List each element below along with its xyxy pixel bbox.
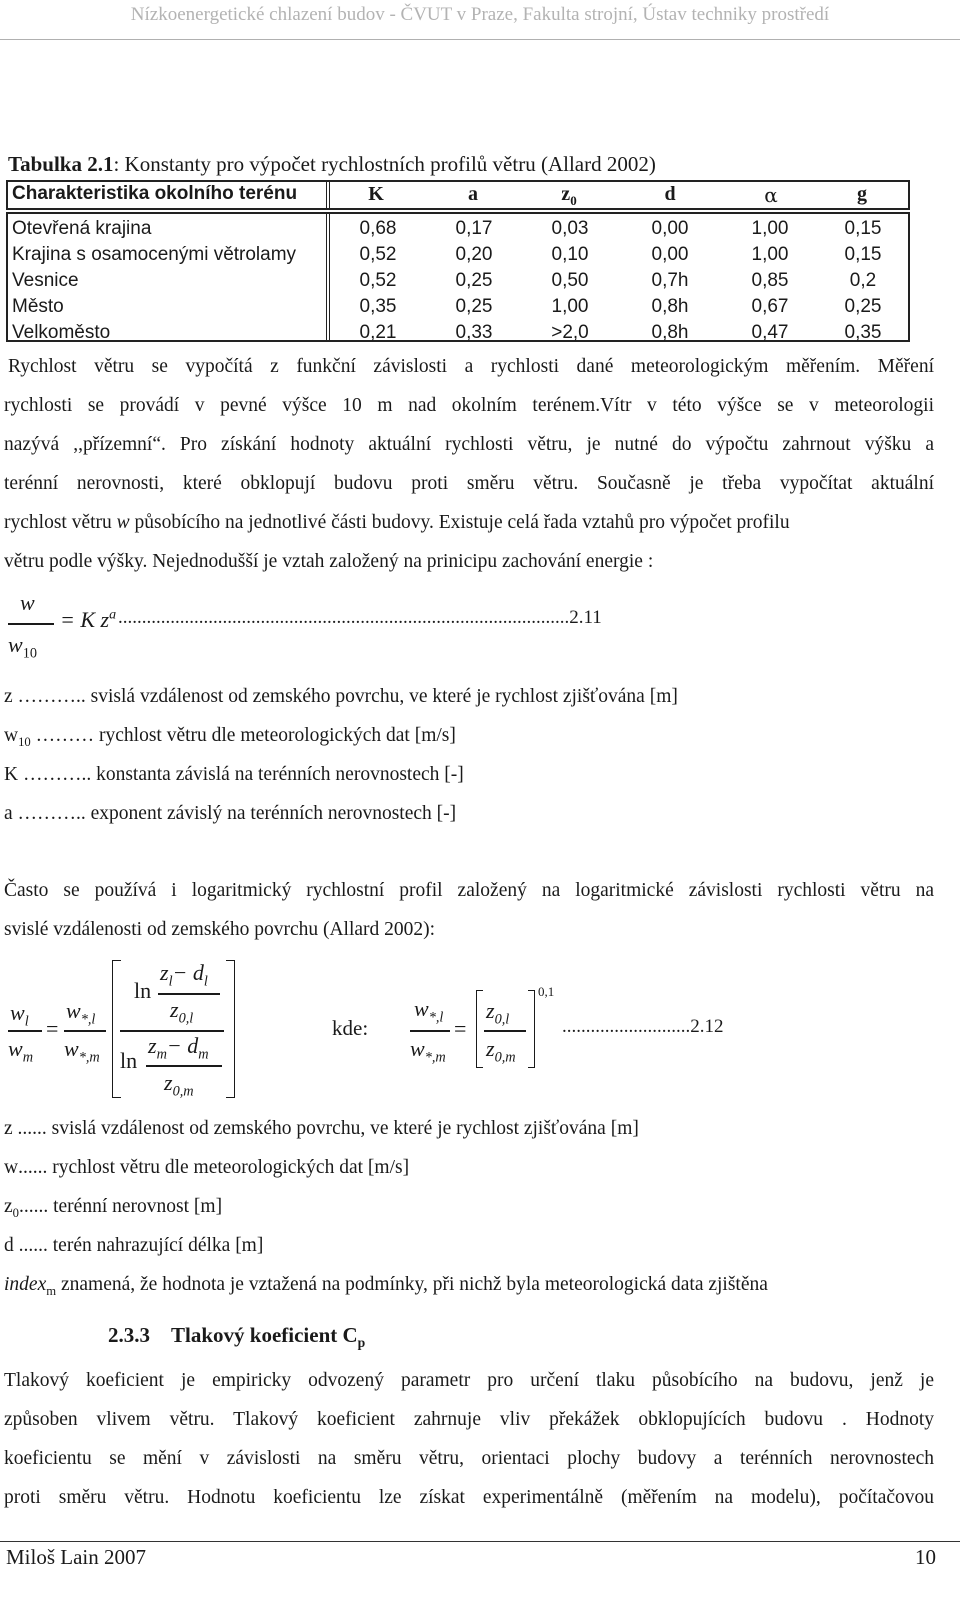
- para1-line: větru podle výšky. Nejednodušší je vztah založený na prinicipu zachování energie :: [4, 551, 654, 572]
- eq2-ln-bottom: ln: [120, 1048, 138, 1073]
- header-z0: $z_0$: [561, 183, 577, 208]
- table-row: [8, 244, 912, 270]
- row-name: Velkoměsto: [12, 322, 111, 343]
- cell-a: 0,20: [455, 244, 493, 265]
- eq2-equals: =: [46, 1016, 59, 1041]
- eq2-fraction-bar: [484, 1030, 526, 1032]
- cell-k: 0,52: [359, 244, 397, 265]
- table-row: [8, 296, 912, 322]
- constants-table: [6, 180, 910, 344]
- para1-line: rychlosti se provádí v pevné výšce 10 m nad okolním terénem.Vítr v této výšce se v meteorologii: [4, 395, 934, 416]
- eq2-fraction-bar: [146, 1065, 222, 1067]
- eq1-numerator: w: [20, 590, 35, 615]
- cell-z0: 0,50: [551, 270, 589, 291]
- table-row: [8, 322, 912, 348]
- eq2-number: ...........................2.12: [562, 1016, 724, 1037]
- page-number: 10: [915, 1545, 936, 1569]
- column-divider: [326, 182, 330, 210]
- eq1-fraction-bar: [8, 623, 54, 625]
- cell-z0: 0,03: [551, 218, 589, 239]
- eq2-main-fraction-bar: [120, 1030, 224, 1032]
- eq1-rhs: = K $z^a$: [60, 607, 117, 632]
- definition-line: d ...... terén nahrazující délka [m]: [4, 1235, 264, 1256]
- para3-line: Tlakový koeficient je empiricky odvozený parametr pro určení tlaku působícího na budovu, jenž je: [4, 1370, 934, 1391]
- table-caption: [8, 152, 656, 177]
- caption-text: : Konstanty pro výpočet rychlostních profilů větru (Allard 2002): [113, 152, 656, 176]
- caption-label: Tabulka 2.1: [8, 152, 114, 176]
- row-name: Otevřená krajina: [12, 218, 152, 239]
- para1-line: Rychlost větru se vypočítá z funkční závislosti a rychlosti dané meteorologickým měřením. Měření: [8, 356, 934, 377]
- eq2-lhs-den: $w_m$: [8, 1036, 34, 1066]
- definition-line: $w_{10}$ ……… rychlost větru dle meteorologických dat [m/s]: [4, 725, 456, 749]
- para1-line: terénní nerovnosti, které obklopují budovu proti směru větru. Současně je třeba vypočítat aktuální: [4, 473, 934, 494]
- cell-k: 0,68: [359, 218, 397, 239]
- eq2-top-num: $z_l- d_l$: [160, 960, 208, 990]
- header-d: d: [664, 183, 676, 205]
- eq2-fraction-bar: [8, 1030, 42, 1032]
- para1-line: rychlost větru w působícího na jednotlivé části budovy. Existuje celá řada vztahů pro výpočet profilu: [4, 512, 790, 533]
- eq2-bot-num: $z_m- d_m$: [148, 1033, 209, 1063]
- cell-alpha: 1,00: [751, 244, 789, 265]
- eq2-small-right-bracket: [528, 990, 535, 1068]
- eq2-kde-label: kde:: [332, 1016, 369, 1040]
- eq2-top-den: $z_{0,l}$: [170, 997, 194, 1027]
- cell-d: 0,8h: [651, 322, 689, 343]
- page-header: Nízkoenergetické chlazení budov - ČVUT v Praze, Fakulta strojní, Ústav techniky prostředí: [130, 4, 830, 25]
- eq2-mid-num: $w_{*,l}$: [66, 998, 96, 1028]
- index-note: index$_m$ znamená, že hodnota je vztažená na podmínky, při nichž byla meteorologická data zjištěna: [4, 1274, 768, 1298]
- cell-d: 0,00: [651, 218, 689, 239]
- table-row: [8, 270, 912, 296]
- eq2-left-bracket: [112, 960, 121, 1098]
- cell-alpha: 0,47: [751, 322, 789, 343]
- eq2-bot-den: $z_{0,m}$: [164, 1070, 194, 1100]
- cell-alpha: 0,85: [751, 270, 789, 291]
- cell-k: 0,35: [359, 296, 397, 317]
- eq2-right-bracket: [226, 960, 235, 1098]
- para3-line: proti směru větru. Hodnotu koeficientu lze získat experimentálně (měřením na modelu), počítačovou: [4, 1487, 934, 1508]
- cell-g: 0,2: [849, 270, 877, 291]
- row-name: Město: [12, 296, 64, 317]
- eq2-r-fden: $z_{0,m}$: [486, 1036, 516, 1066]
- header-k: K: [368, 183, 384, 205]
- cell-d: 0,8h: [651, 296, 689, 317]
- definition-line: z ……….. svislá vzdálenost od zemského povrchu, ve které je rychlost zjišťována [m]: [4, 686, 678, 707]
- cell-d: 0,7h: [651, 270, 689, 291]
- row-name: Vesnice: [12, 270, 79, 291]
- para2-line: svislé vzdálenosti od zemského povrchu (Allard 2002):: [4, 919, 436, 940]
- eq2-fraction-bar: [158, 993, 220, 995]
- definition-line: $z_0$...... terénní nerovnost [m]: [4, 1196, 223, 1220]
- cell-g: 0,25: [844, 296, 882, 317]
- cell-alpha: 1,00: [751, 218, 789, 239]
- header-terrain: Charakteristika okolního terénu: [12, 183, 298, 204]
- section-heading: 2.3.3 Tlakový koeficient $C_p$: [108, 1323, 366, 1351]
- eq2-fraction-bar: [64, 1030, 106, 1032]
- cell-alpha: 0,67: [751, 296, 789, 317]
- footer-divider: [0, 1541, 960, 1542]
- eq2-small-left-bracket: [476, 990, 483, 1068]
- cell-g: 0,15: [844, 218, 882, 239]
- definition-line: z ...... svislá vzdálenost od zemského povrchu, ve které je rychlost zjišťována [m]: [4, 1118, 639, 1139]
- table-body: [6, 212, 910, 342]
- cell-a: 0,17: [455, 218, 493, 239]
- cell-d: 0,00: [651, 244, 689, 265]
- eq1-number: ...............................................................................................2.11: [118, 607, 602, 628]
- eq2-fraction-bar: [410, 1030, 450, 1032]
- definition-line: w...... rychlost větru dle meteorologických dat [m/s]: [4, 1157, 410, 1178]
- para3-line: způsoben vlivem větru. Tlakový koeficient zahrnuje vliv překážek obklopujících budovu . Hodnoty: [4, 1409, 934, 1430]
- cell-k: 0,52: [359, 270, 397, 291]
- header-g: g: [857, 183, 867, 205]
- para1-line: nazývá ,,přízemní“. Pro získání hodnoty aktuální rychlosti větru, je nutné do výpočtu zahrnout výšku a: [4, 434, 934, 455]
- eq2-exponent: 0,1: [538, 984, 555, 999]
- eq2-ln-top: ln: [134, 978, 152, 1003]
- cell-z0: 1,00: [551, 296, 589, 317]
- header-divider: [0, 39, 960, 40]
- cell-a: 0,33: [455, 322, 493, 343]
- table-header-row: [6, 180, 910, 210]
- header-alpha: α: [764, 183, 778, 207]
- footer-author: Miloš Lain 2007: [6, 1545, 146, 1569]
- cell-a: 0,25: [455, 270, 493, 291]
- eq2-r-den: $w_{*,m}$: [410, 1036, 446, 1066]
- eq2-equals: =: [454, 1016, 467, 1041]
- cell-a: 0,25: [455, 296, 493, 317]
- eq2-r-fnum: $z_{0,l}$: [486, 998, 510, 1028]
- para2-line: Často se používá i logaritmický rychlostní profil založený na logaritmické závislosti rychlosti větru na: [4, 880, 934, 901]
- cell-z0: >2,0: [551, 322, 589, 343]
- eq2-mid-den: $w_{*,m}$: [64, 1036, 100, 1066]
- symbol-w: w: [116, 512, 130, 533]
- cell-g: 0,15: [844, 244, 882, 265]
- eq1-denominator: $w_{10}$: [8, 632, 37, 662]
- header-a: a: [468, 183, 478, 205]
- eq2-lhs-num: $w_l$: [10, 1000, 29, 1030]
- para3-line: koeficientu se mění v závislosti na směru větru, orientaci plochy budovy a terénních nerovnostech: [4, 1448, 934, 1469]
- cell-g: 0,35: [844, 322, 882, 343]
- cell-z0: 0,10: [551, 244, 589, 265]
- eq2-r-num: $w_{*,l}$: [414, 996, 444, 1026]
- row-name: Krajina s osamocenými větrolamy: [12, 244, 297, 265]
- definition-line: K ……….. konstanta závislá na terénních nerovnostech [-]: [4, 764, 464, 785]
- table-row: [8, 218, 912, 244]
- cell-k: 0,21: [359, 322, 397, 343]
- definition-line: a ……….. exponent závislý na terénních nerovnostech [-]: [4, 803, 457, 824]
